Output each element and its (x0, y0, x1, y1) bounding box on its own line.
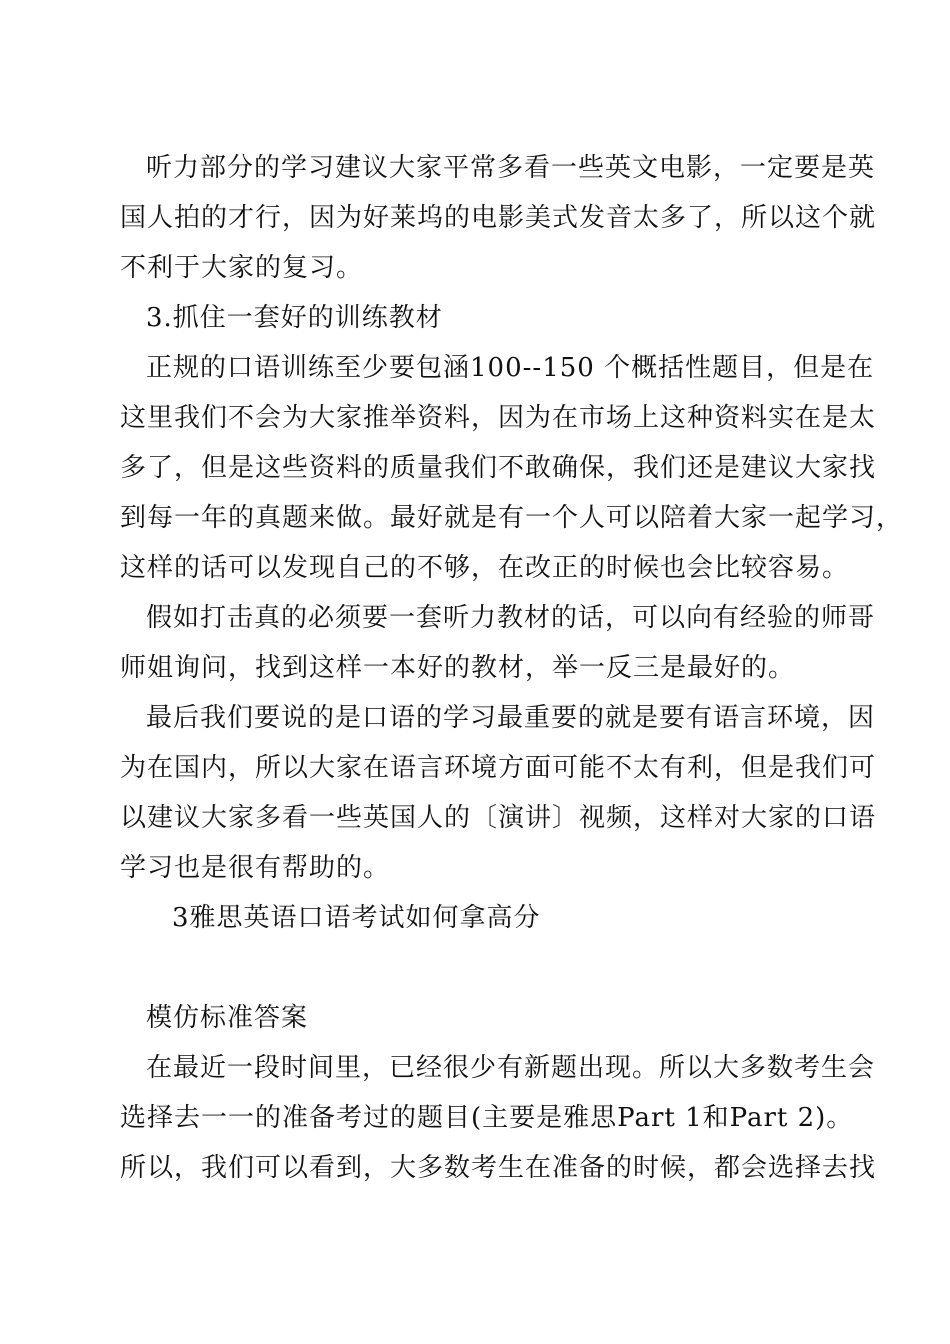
text-line: 学习也是很有帮助的。 (120, 853, 391, 883)
text-line: 假如打击真的必须要一套听力教材的话，可以向有经验的师哥 (146, 603, 876, 633)
section-title: 3雅思英语口语考试如何拿高分 (172, 903, 541, 933)
text-line: 在最近一段时间里，已经很少有新题出现。所以大多数考生会 (146, 1053, 876, 1083)
text-line: 所以，我们可以看到，大多数考生在准备的时候，都会选择去找 (120, 1153, 877, 1183)
text-line: 不利于大家的复习。 (120, 253, 364, 283)
text-line: 正规的口语训练至少要包涵100--150 个概括性题目，但是在 (146, 353, 875, 383)
text-line: 为在国内，所以大家在语言环境方面可能不太有利，但是我们可 (120, 753, 877, 783)
text-line: 这里我们不会为大家推举资料，因为在市场上这种资料实在是太 (120, 403, 877, 433)
text-line: 听力部分的学习建议大家平常多看一些英文电影，一定要是英 (146, 153, 876, 183)
text-line: 以建议大家多看一些英国人的〔演讲〕视频，这样对大家的口语 (120, 803, 877, 833)
text-line: 到每一年的真题来做。最好就是有一个人可以陪着大家一起学习， (120, 503, 904, 533)
text-line: 最后我们要说的是口语的学习最重要的就是要有语言环境，因 (146, 703, 876, 733)
text-line: 师姐询问，找到这样一本好的教材，举一反三是最好的。 (120, 653, 796, 683)
text-line: 选择去一一的准备考过的题目(主要是雅思Part 1和Part 2)。 (120, 1103, 854, 1133)
subheading: 模仿标准答案 (146, 1003, 309, 1033)
text-line: 多了，但是这些资料的质量我们不敢确保，我们还是建议大家找 (120, 453, 877, 483)
section-heading: 3.抓住一套好的训练教材 (146, 303, 443, 333)
text-line: 这样的话可以发现自己的不够，在改正的时候也会比较容易。 (120, 553, 850, 583)
text-line: 国人拍的才行，因为好莱坞的电影美式发音太多了，所以这个就 (120, 203, 877, 233)
